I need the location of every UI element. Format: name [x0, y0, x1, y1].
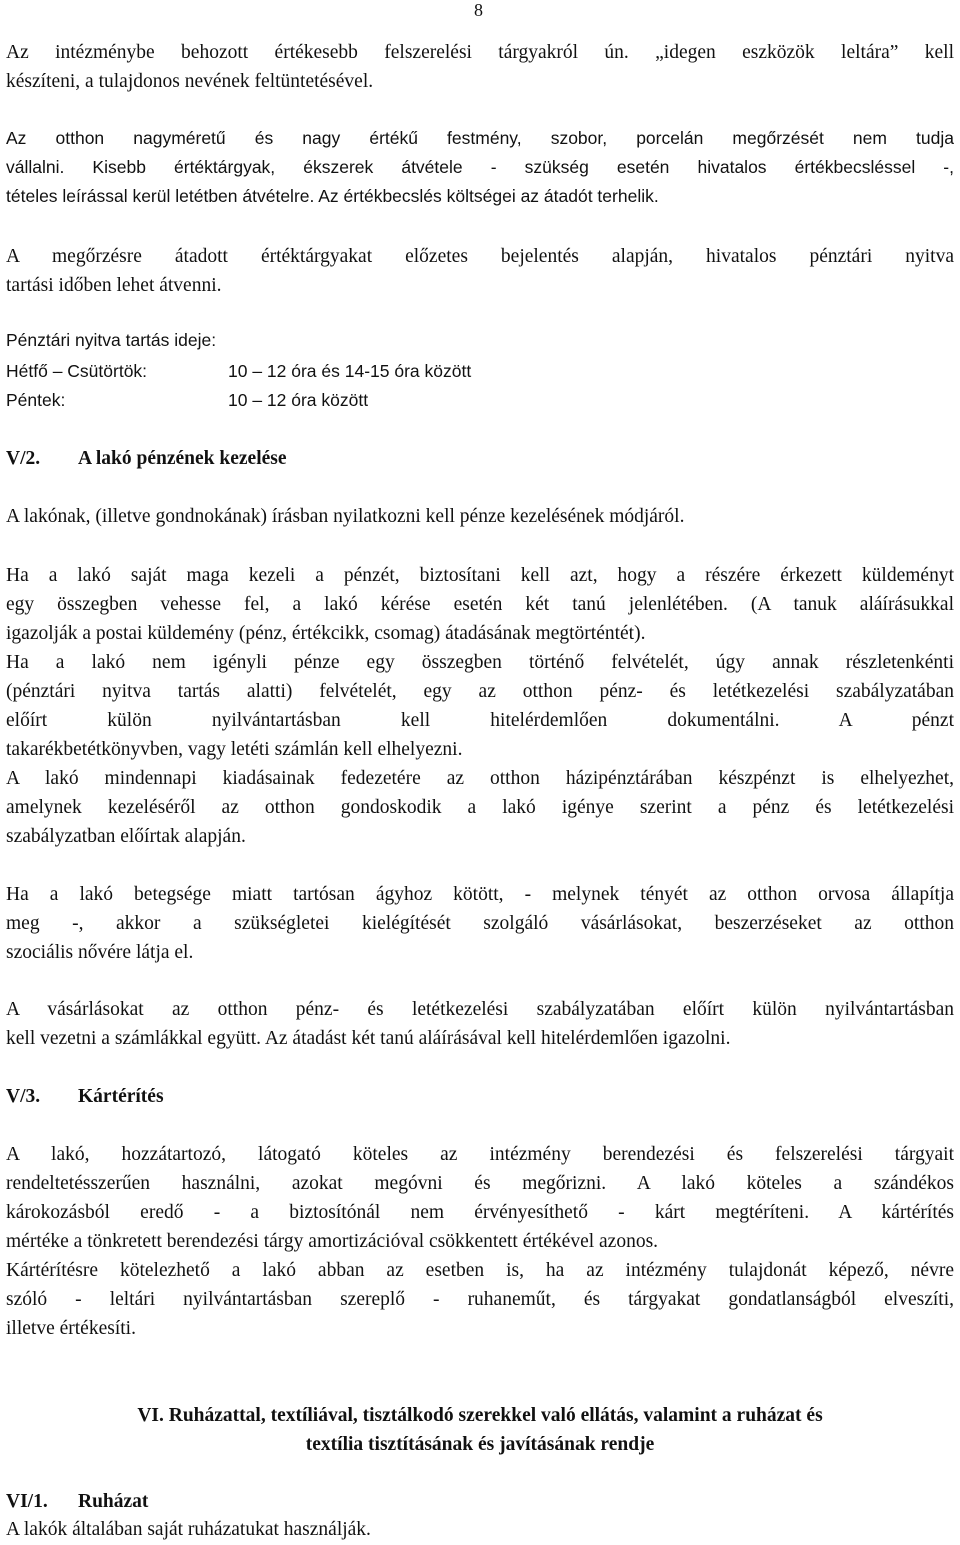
text-line: Az otthon nagyméretű és nagy értékű festmény, szobor, porcelán megőrzését nem tudja: [6, 128, 954, 148]
text-line: tételes leírással kerül letétben átvételre. Az értékbecslés költségei az átadót terhelik.: [6, 186, 659, 206]
text-line: előírt külön nyilvántartásban kell hitelérdemlően dokumentálni. A pénzt: [6, 710, 954, 731]
text-line: A lakó, hozzátartozó, látogató köteles az intézmény berendezési és felszerelési tárgyait: [6, 1144, 954, 1165]
text-line: egy összegben vehesse fel, a lakó kérése esetén két tanú jelenlétében. (A tanuk aláírásukkal: [6, 594, 954, 615]
page-number: 8: [474, 0, 483, 20]
hours-label-fri: Péntek:: [6, 390, 66, 410]
section-title-vi: [6, 1401, 954, 1459]
text-line: Ha a lakó saját maga kezeli a pénzét, biztosítani kell azt, hogy a részére érkezett küldeményt: [6, 565, 954, 586]
text-line: igazolják a postai küldemény (pénz, értékcikk, csomag) átadásának megtörténtét).: [6, 623, 646, 644]
heading-line: VI. Ruházattal, textíliával, tisztálkodó szerekkel való ellátás, valamint a ruházat és: [137, 1405, 823, 1426]
text-line: rendeltetésszerűen használni, azokat megóvni és megőrizni. A lakó köteles a szándékos: [6, 1173, 954, 1194]
text-line: mértéke a tönkretett berendezési tárgy amortizációval csökkentett értékével azonos.: [6, 1231, 659, 1252]
paragraph-pickup-end: [6, 271, 954, 300]
paragraph-clothing: [6, 1515, 954, 1544]
paragraph-damages: [6, 1140, 954, 1227]
paragraph-bedridden: [6, 880, 954, 938]
text-line: szabályzatban előírtak alapján.: [6, 826, 246, 847]
paragraph-liability-end: [6, 1314, 954, 1343]
section-number-v3: V/3.: [6, 1086, 41, 1107]
paragraph-foreign-assets: [6, 38, 954, 67]
text-line: illetve értékesíti.: [6, 1318, 136, 1339]
section-number-vi1: VI/1.: [6, 1491, 48, 1512]
paragraph-purchases: [6, 995, 954, 1024]
text-line: (pénztári nyitva tartás alatti) felvételét, egy az otthon pénz- és letétkezelési szabályzatában: [6, 681, 954, 702]
paragraph-installments: [6, 648, 954, 735]
text-line: A lakónak, (illetve gondnokának) írásban nyilatkozni kell pénze kezelésének módjáról.: [6, 506, 685, 527]
text-line: károkozásból eredő - a biztosítónál nem érvényesíthető - kárt megtéríteni. A kártérítés: [6, 1202, 954, 1223]
text-line: Ha a lakó betegsége miatt tartósan ágyhoz kötött, - melynek tényét az otthon orvosa állapítja: [6, 884, 954, 905]
paragraph-liability: [6, 1256, 954, 1314]
section-title-v3: Kártérítés: [78, 1086, 164, 1107]
paragraph-bedridden-end: [6, 938, 954, 967]
text-line: A vásárlásokat az otthon pénz- és letétkezelési szabályzatában előírt külön nyilvántartásban: [6, 999, 954, 1020]
hours-value-mon-thu: 10 – 12 óra és 14-15 óra között: [228, 361, 472, 381]
paragraph-daily-expenses-end: [6, 822, 954, 851]
paragraph-foreign-assets-end: [6, 67, 954, 96]
text-line: szóló - leltári nyilvántartásban szereplő - ruhaneműt, és tárgyakat gondatlanságból elveszíti,: [6, 1289, 954, 1310]
paragraph-damages-mid: [6, 1227, 954, 1256]
text-line: takarékbetétkönyvben, vagy letéti számlán kell elhelyezni.: [6, 739, 463, 760]
text-line: A lakó mindennapi kiadásainak fedezetére az otthon házipénztárában készpénzt is elhelyezhet,: [6, 768, 954, 789]
text-line: A lakók általában saját ruházatukat használják.: [6, 1519, 371, 1540]
hours-label-mon-thu: Hétfő – Csütörtök:: [6, 361, 148, 381]
paragraph-declaration: [6, 502, 954, 531]
paragraph-valuables: [6, 124, 954, 182]
paragraph-daily-expenses: [6, 764, 954, 822]
text-line: Kártérítésre kötelezhető a lakó abban az esetben is, ha az intézmény tulajdonát képező, névre: [6, 1260, 954, 1281]
text-line: Ha a lakó nem igényli pénze egy összegben történő felvételét, úgy annak részletenkénti: [6, 652, 954, 673]
paragraph-installments-end: [6, 735, 954, 764]
text-line: tartási időben lehet átvenni.: [6, 275, 222, 296]
hours-value-fri: 10 – 12 óra között: [228, 390, 369, 410]
text-line: amelynek kezeléséről az otthon gondoskodik a lakó igénye szerint a pénz és letétkezelési: [6, 797, 954, 818]
section-title-vi1: Ruházat: [78, 1491, 149, 1512]
text-line: készíteni, a tulajdonos nevének feltüntetésével.: [6, 71, 374, 92]
paragraph-money-handling: [6, 561, 954, 619]
text-line: vállalni. Kisebb értéktárgyak, ékszerek átvétele - szükség esetén hivatalos értékbecsléssel -,: [6, 157, 954, 177]
text-line: meg -, akkor a szükségletei kielégítését szolgáló vásárlásokat, beszerzéseket az otthon: [6, 913, 954, 934]
text-line: kell vezetni a számlákkal együtt. Az átadást két tanú aláírásával kell hitelérdemlően igazolni.: [6, 1028, 731, 1049]
section-title-v2: A lakó pénzének kezelése: [78, 448, 287, 469]
paragraph-money-handling-end: [6, 619, 954, 648]
text-line: Az intézménybe behozott értékesebb felszerelési tárgyakról ún. „idegen eszközök leltára” kell: [6, 42, 954, 63]
paragraph-purchases-end: [6, 1024, 954, 1053]
paragraph-valuables-end: [6, 182, 954, 211]
paragraph-pickup: [6, 242, 954, 271]
section-number-v2: V/2.: [6, 448, 41, 469]
heading-line: textília tisztításának és javításának rendje: [305, 1434, 655, 1455]
text-line: A megőrzésre átadott értéktárgyakat előzetes bejelentés alapján, hivatalos pénztári nyitva: [6, 246, 954, 267]
cashier-hours-title: Pénztári nyitva tartás ideje:: [6, 330, 217, 350]
text-line: szociális nővére látja el.: [6, 942, 194, 963]
